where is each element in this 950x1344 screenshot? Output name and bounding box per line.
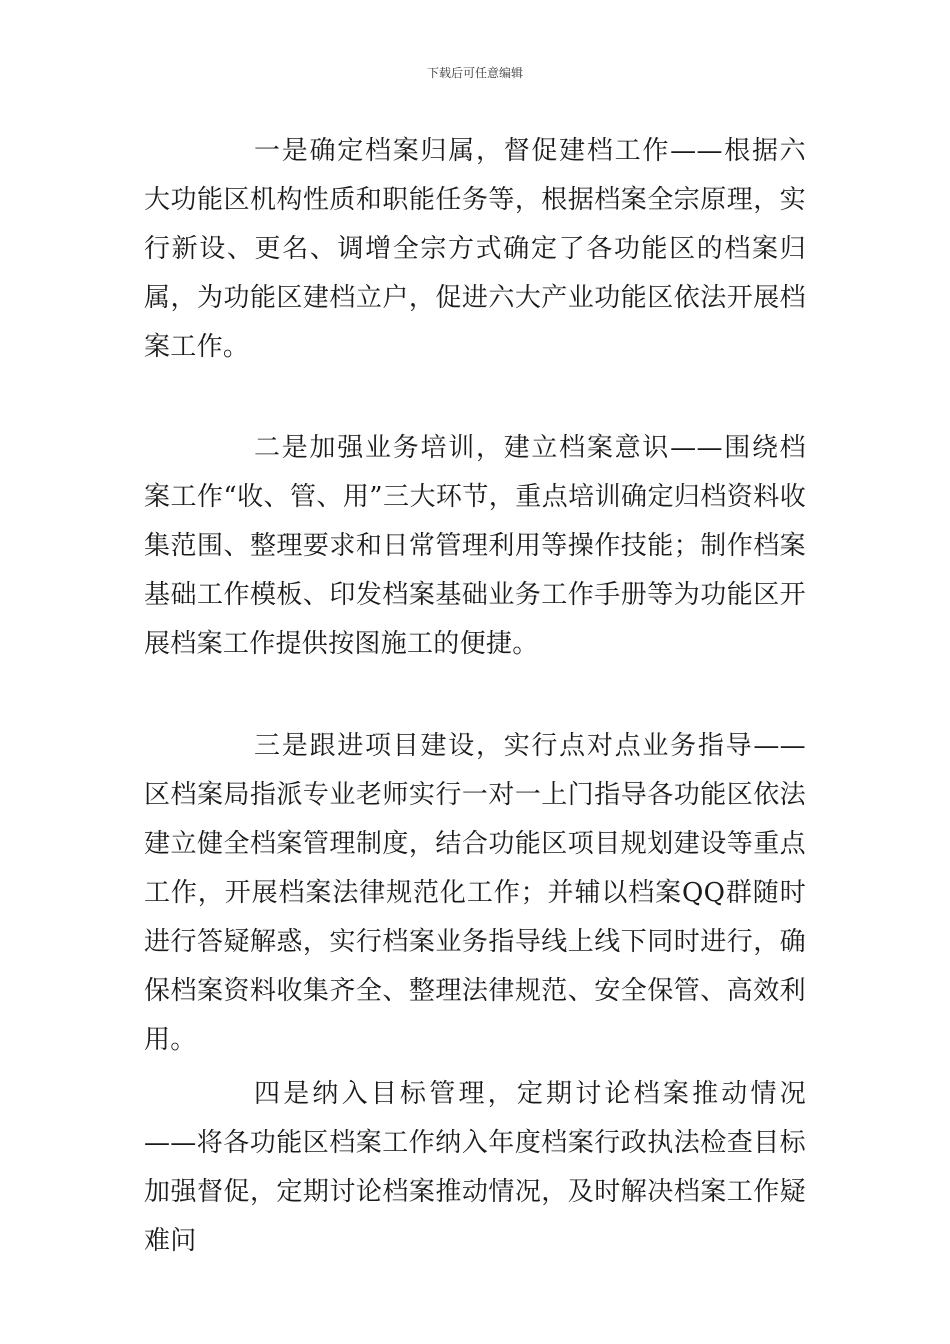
paragraph-3: 三是跟进项目建设，实行点对点业务指导——区档案局指派专业老师实行一对一上门指导各功能区依法建立健全档案管理制度，结合功能区项目规划建设等重点工作，开展档案法律规范化工作；并辅以档案QQ群随时进行答疑解惑，实行档案业务指导线上线下同时进行，确保档案资料收集齐全、整理法律规范、安全保管、高效利用。 [144,731,806,1055]
paragraph-4: 四是纳入目标管理，定期讨论档案推动情况——将各功能区档案工作纳入年度档案行政执法检查目标加强督促，定期讨论档案推动情况，及时解决档案工作疑难问 [144,1079,806,1256]
page-header: 下载后可任意编辑 [426,66,523,80]
paragraph-2: 二是加强业务培训，建立档案意识——围绕档案工作“收、管、用”三大环节，重点培训确定归档资料收集范围、整理要求和日常管理利用等操作技能；制作档案基础工作模板、印发档案基础业务工作手册等为功能区开展档案工作提供按图施工的便捷。 [144,433,806,659]
paragraph-1: 一是确定档案归属，督促建档工作——根据六大功能区机构性质和职能任务等，根据档案全宗原理，实行新设、更名、调增全宗方式确定了各功能区的档案归属，为功能区建档立户，促进六大产业功能区依法开展档案工作。 [144,136,806,362]
